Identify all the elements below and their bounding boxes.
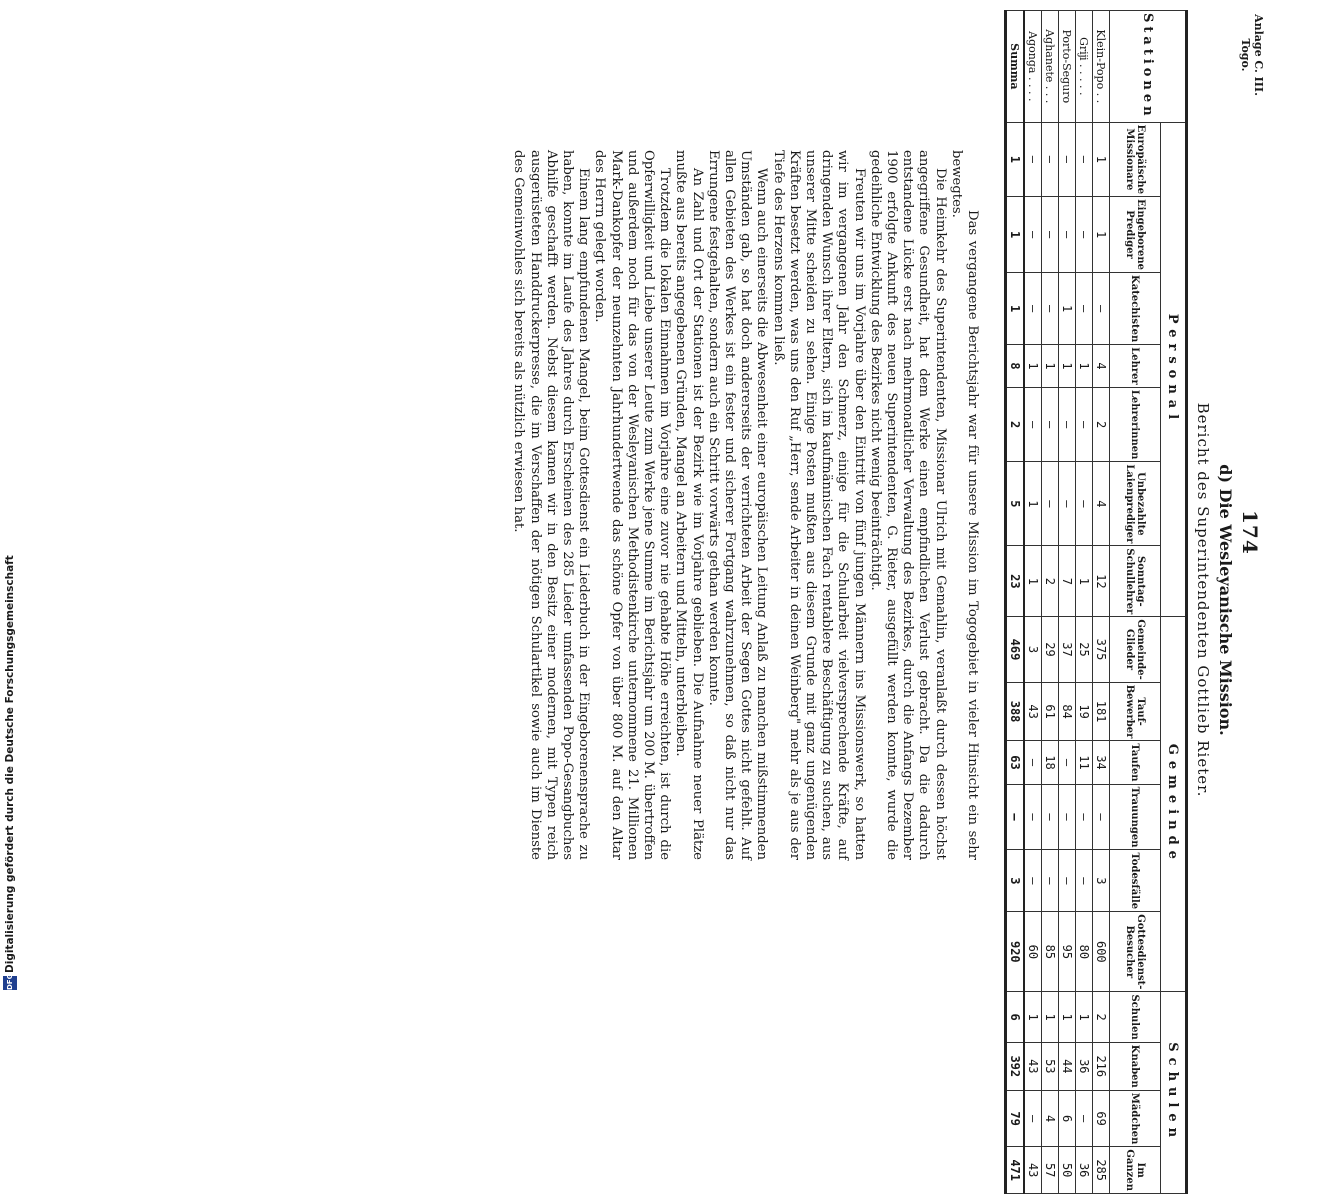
table-cell: —: [1024, 122, 1042, 196]
station-name: Klein-Popo . .: [1093, 11, 1110, 123]
table-cell: 36: [1076, 1042, 1093, 1090]
table-cell: 388: [1006, 682, 1025, 741]
table-cell: 29: [1042, 617, 1059, 682]
table-cell: —: [1042, 122, 1059, 196]
table-cell: 34: [1093, 741, 1110, 784]
table-cell: —: [1042, 462, 1059, 546]
table-cell: 6: [1059, 1090, 1076, 1147]
column-header: Knaben: [1110, 1042, 1161, 1090]
table-cell: 1: [1076, 345, 1093, 388]
table-cell: 6: [1006, 992, 1025, 1042]
column-header: Gottesdienst-Besucher: [1110, 912, 1161, 992]
table-cell: —: [1059, 741, 1076, 784]
digitization-credit: [0, 0, 20, 1000]
table-cell: —: [1024, 741, 1042, 784]
column-header: Mädchen: [1110, 1090, 1161, 1147]
table-cell: 43: [1024, 1042, 1042, 1090]
schulen-header: Schulen: [1161, 992, 1187, 1194]
table-cell: —: [1059, 462, 1076, 546]
table-cell: 60: [1024, 912, 1042, 992]
column-header: Katechisten: [1110, 273, 1161, 345]
paragraph: Einem lang empfundenen Mangel, beim Gottesdienst ein Liederbuch in der Eingeborenensprache zu haben, konnte im Laufe des Jahres durch Erscheinen des 285 Lieder umfassenden Popo-Gesangbuches Abhilfe geschafft werden. Nebst diesem kamen wir in den Besitz einer modernen, mit Typen reich ausgerüsteten Handdruckerpresse, die im Verschaffen der nötigen Schulartikel sowie auch im Dienste des Gemeinwohles sich bereits als nützlich erwiesen hat.: [511, 150, 592, 860]
table-cell: 43: [1024, 682, 1042, 741]
table-cell: 61: [1042, 682, 1059, 741]
page-number: 174: [1238, 510, 1262, 555]
table-row: [1076, 11, 1093, 1194]
paragraph: Das vergangene Berichtsjahr war für unsere Mission im Togogebiet in vieler Hinsicht ein sehr bewegtes.: [948, 150, 980, 860]
table-cell: 25: [1076, 617, 1093, 682]
table-cell: 1: [1006, 273, 1025, 345]
column-header: Eingeborene Prediger: [1110, 197, 1161, 273]
statistics-table: [1004, 10, 1188, 1194]
region-label: Togo.: [1239, 38, 1252, 72]
station-name: Porto-Seguro: [1059, 11, 1076, 123]
table-cell: 375: [1093, 617, 1110, 682]
stations-header: Stationen: [1110, 11, 1187, 123]
table-cell: 69: [1093, 1090, 1110, 1147]
table-cell: —: [1042, 850, 1059, 912]
table-cell: 37: [1059, 617, 1076, 682]
table-cell: —: [1059, 387, 1076, 462]
table-cell: —: [1042, 387, 1059, 462]
section-title: d) Die Wesleyanische Mission.: [1216, 464, 1235, 736]
column-header: Taufen: [1110, 741, 1161, 784]
table-cell: 1: [1076, 992, 1093, 1042]
table-cell: 285: [1093, 1147, 1110, 1194]
column-header: Im Ganzen: [1110, 1147, 1161, 1194]
table-cell: 36: [1076, 1147, 1093, 1194]
table-cell: —: [1093, 273, 1110, 345]
column-header: Gemeinde-Glieder: [1110, 617, 1161, 682]
table-cell: —: [1076, 197, 1093, 273]
table-cell: —: [1006, 784, 1025, 850]
table-cell: —: [1076, 850, 1093, 912]
station-name: Summa: [1006, 11, 1025, 123]
rotated-page-content: [110, 0, 1270, 1191]
table-cell: 469: [1006, 617, 1025, 682]
table-cell: —: [1059, 122, 1076, 196]
section-subtitle: Bericht des Superintendenten Gottlieb Rieter.: [1194, 402, 1212, 798]
annex-label: [1239, 10, 1265, 100]
table-cell: —: [1093, 784, 1110, 850]
table-row: [1042, 11, 1059, 1194]
credit-text: Digitalisierung gefördert durch die Deutsche Forschungsgemeinschaft: [4, 555, 16, 973]
gemeinde-header: Gemeinde: [1161, 617, 1187, 992]
table-cell: —: [1076, 122, 1093, 196]
table-cell: 3: [1024, 617, 1042, 682]
table-cell: 1: [1024, 992, 1042, 1042]
table-cell: 53: [1042, 1042, 1059, 1090]
table-cell: —: [1076, 784, 1093, 850]
column-header: Schulen: [1110, 992, 1161, 1042]
table-cell: 18: [1042, 741, 1059, 784]
column-header: Todesfälle: [1110, 850, 1161, 912]
table-cell: 1: [1059, 992, 1076, 1042]
table-cell: 7: [1059, 546, 1076, 617]
table-cell: 12: [1093, 546, 1110, 617]
table-cell: 3: [1093, 850, 1110, 912]
table-cell: 1: [1093, 122, 1110, 196]
table-cell: 84: [1059, 682, 1076, 741]
personal-header: Personal: [1161, 122, 1187, 617]
table-cell: 3: [1006, 850, 1025, 912]
paragraph: Trotzdem die lokalen Einnahmen im Vorjahre eine zuvor nie gehabte Höhe erreichten, ist durch die Opferwilligkeit und Liebe unserer Leute zum Werke jene Summe im Berichtsjahr um 200 M. übertroffen und außerdem noch für das von der Wesleyanischen Methodistenkirche unternommene 21. Millionen Mark-Dankopfer der neunzehnten Jahrhundertwende das schöne Opfer von über 800 M. auf den Altar des Herrn gelegt worden.: [592, 150, 673, 860]
station-name: Aghanete . . .: [1042, 11, 1059, 123]
paragraph: Die Heimkehr des Superintendenten, Missionar Ulrich mit Gemahlin, veranlaßt durch dessen höchst angegriffene Gesundheit, hat dem Werke einen empfindlichen Verlust gebracht. Da die dadurch entstandene Lücke erst nach mehrmonatlicher Verwaltung des Bezirkes, durch die Anfangs Dezember 1900 erfolgte Ankunft des neuen Superintendenten, G. Rieter, ausgefüllt werden konnte, wurde die gedeihliche Entwicklung des Bezirkes nicht wenig beeinträchtigt.: [867, 150, 948, 860]
table-cell: 600: [1093, 912, 1110, 992]
table-cell: —: [1024, 784, 1042, 850]
table-cell: 1: [1042, 992, 1059, 1042]
table-cell: 1: [1024, 462, 1042, 546]
column-header: Lehrerinnen: [1110, 387, 1161, 462]
table-cell: 216: [1093, 1042, 1110, 1090]
table-cell: 2: [1042, 546, 1059, 617]
column-header: Unbezahlte Laienprediger: [1110, 462, 1161, 546]
table-cell: 471: [1006, 1147, 1025, 1194]
table-row: [1024, 11, 1042, 1194]
column-header: Sonntag-Schullehrer: [1110, 546, 1161, 617]
table-cell: —: [1076, 273, 1093, 345]
table-cell: 23: [1006, 546, 1025, 617]
table-cell: 44: [1059, 1042, 1076, 1090]
table-cell: 50: [1059, 1147, 1076, 1194]
table-cell: 79: [1006, 1090, 1025, 1147]
table-cell: 1: [1024, 546, 1042, 617]
table-cell: 57: [1042, 1147, 1059, 1194]
column-header: Lehrer: [1110, 345, 1161, 388]
table-cell: 63: [1006, 741, 1025, 784]
table-cell: —: [1076, 1090, 1093, 1147]
table-cell: 4: [1093, 345, 1110, 388]
table-cell: 1: [1006, 122, 1025, 196]
table-row: [1093, 11, 1110, 1194]
table-cell: 2: [1006, 387, 1025, 462]
column-header: Tauf-Bewerber: [1110, 682, 1161, 741]
annex-number: Anlage C. III.: [1252, 14, 1265, 96]
table-cell: 181: [1093, 682, 1110, 741]
table-cell: —: [1024, 197, 1042, 273]
table-cell: 392: [1006, 1042, 1025, 1090]
table-cell: 4: [1042, 1090, 1059, 1147]
table-cell: —: [1042, 784, 1059, 850]
table-cell: —: [1076, 462, 1093, 546]
table-cell: 95: [1059, 912, 1076, 992]
table-cell: 80: [1076, 912, 1093, 992]
table-cell: 920: [1006, 912, 1025, 992]
table-cell: 43: [1024, 1147, 1042, 1194]
table-cell: 1: [1024, 345, 1042, 388]
dfg-logo-icon: DFG: [3, 976, 17, 990]
table-cell: —: [1059, 197, 1076, 273]
table-cell: —: [1024, 273, 1042, 345]
table-cell: 85: [1042, 912, 1059, 992]
report-text: [510, 150, 980, 860]
table-cell: —: [1024, 1090, 1042, 1147]
paragraph: Wenn auch einerseits die Abwesenheit einer europäischen Leitung Anlaß zu manchen mißstimmenden Umständen gab, so hat doch andererseits der verrichteten Arbeit der Segen Gottes nicht gefehlt. Auf allen Gebieten des Werkes ist ein fester und sicherer Fortgang wahrzunehmen, so daß nicht nur das Errungene festgehalten, sondern auch ein Schritt vorwärts gethan werden konnte.: [705, 150, 770, 860]
table-cell: 1: [1059, 345, 1076, 388]
table-cell: —: [1059, 850, 1076, 912]
table-cell: 8: [1006, 345, 1025, 388]
table-cell: 1: [1093, 197, 1110, 273]
table-cell: 1: [1006, 197, 1025, 273]
column-header: Europäische Missionare: [1110, 122, 1161, 196]
paragraph: Freuten wir uns im Vorjahre über den Eintritt von fünf jungen Männern ins Missionswerk, so hatten wir im vergangenen Jahr den Schmerz, einige für die Schularbeit vielversprechende Kräfte, auf dringenden Wunsch ihrer Eltern, sich im kaufmännischen Fach rentablere Beschäftigung zu suchen, aus unserer Mitte scheiden zu sehen. Einige Posten mußten aus diesem Grunde mit ganz ungenügenden Kräften besetzt werden, was uns den Ruf „Herr, sende Arbeiter in deinen Weinberg" mehr als je aus der Tiefe des Herzens kommen ließ.: [770, 150, 867, 860]
table-cell: —: [1024, 387, 1042, 462]
station-name: Grĳi . . . . .: [1076, 11, 1093, 123]
table-cell: 5: [1006, 462, 1025, 546]
sum-row: [1006, 11, 1025, 1194]
table-cell: 1: [1059, 273, 1076, 345]
column-header: Trauungen: [1110, 784, 1161, 850]
table-row: [1059, 11, 1076, 1194]
table-cell: 2: [1093, 992, 1110, 1042]
table-cell: —: [1042, 273, 1059, 345]
table-cell: —: [1059, 784, 1076, 850]
table-cell: 19: [1076, 682, 1093, 741]
table-cell: 2: [1093, 387, 1110, 462]
table-cell: —: [1042, 197, 1059, 273]
table-cell: 11: [1076, 741, 1093, 784]
table-cell: 1: [1042, 345, 1059, 388]
paragraph: An Zahl und Ort der Stationen ist der Bezirk wie im Vorjahre geblieben. Die Aufnahme neuer Plätze mußte aus bereits angegebenen Gründen, Mangel an Arbeitern und Mitteln, unterbleiben.: [673, 150, 705, 860]
table-cell: —: [1024, 850, 1042, 912]
table-cell: 4: [1093, 462, 1110, 546]
table-cell: 1: [1076, 546, 1093, 617]
table-cell: —: [1076, 387, 1093, 462]
station-name: Agonga . . . .: [1024, 11, 1042, 123]
